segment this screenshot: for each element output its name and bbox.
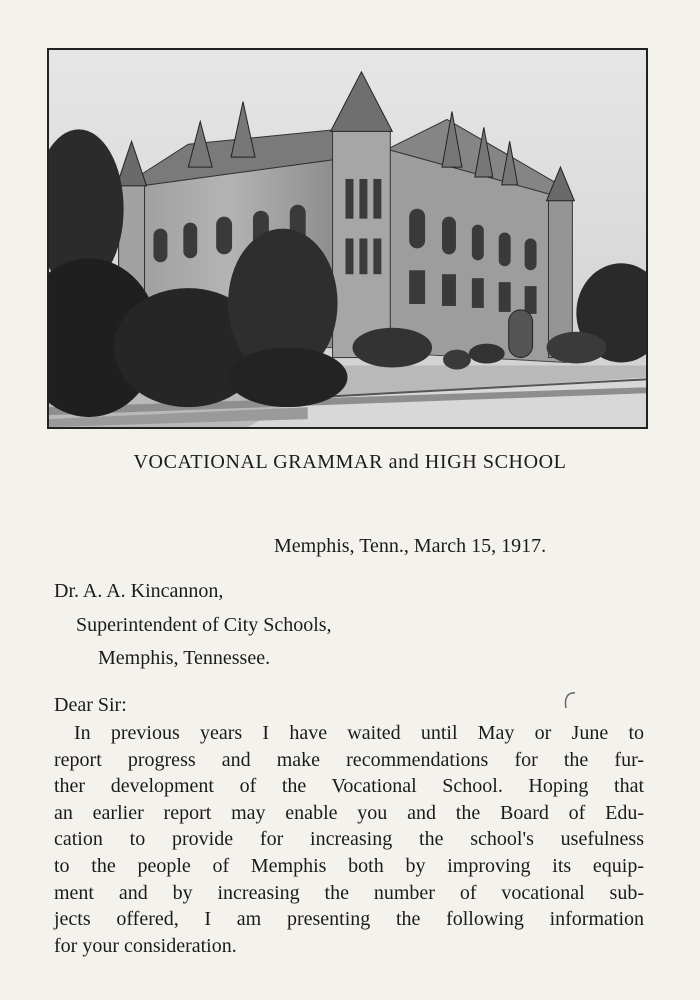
recipient-name: Dr. A. A. Kincannon, <box>54 580 224 602</box>
body-line: jects offered, I am presenting the following information <box>54 908 644 931</box>
body-line: an earlier report may enable you and the Board of Edu- <box>54 801 644 824</box>
body-line: for your consideration. <box>54 934 237 957</box>
body-line: ment and by increasing the number of vocational sub- <box>54 881 644 904</box>
school-building-photo <box>47 48 648 429</box>
pencil-mark-icon <box>560 690 580 712</box>
recipient-location: Memphis, Tennessee. <box>98 647 271 669</box>
body-line: to the people of Memphis both by improving its equip- <box>54 854 644 877</box>
photo-caption: VOCATIONAL GRAMMAR and HIGH SCHOOL <box>133 451 567 473</box>
recipient-title: Superintendent of City Schools, <box>76 614 332 636</box>
body-line: In previous years I have waited until May or June to <box>74 722 644 744</box>
letter-dateline: Memphis, Tenn., March 15, 1917. <box>274 535 547 557</box>
body-line: report progress and make recommendations for the fur- <box>54 748 644 771</box>
building-illustration <box>49 50 646 427</box>
body-line: cation to provide for increasing the school's usefulness <box>54 828 644 851</box>
letter-body <box>54 720 644 959</box>
body-line: ther development of the Vocational School. Hoping that <box>54 775 644 798</box>
salutation: Dear Sir: <box>54 694 127 716</box>
